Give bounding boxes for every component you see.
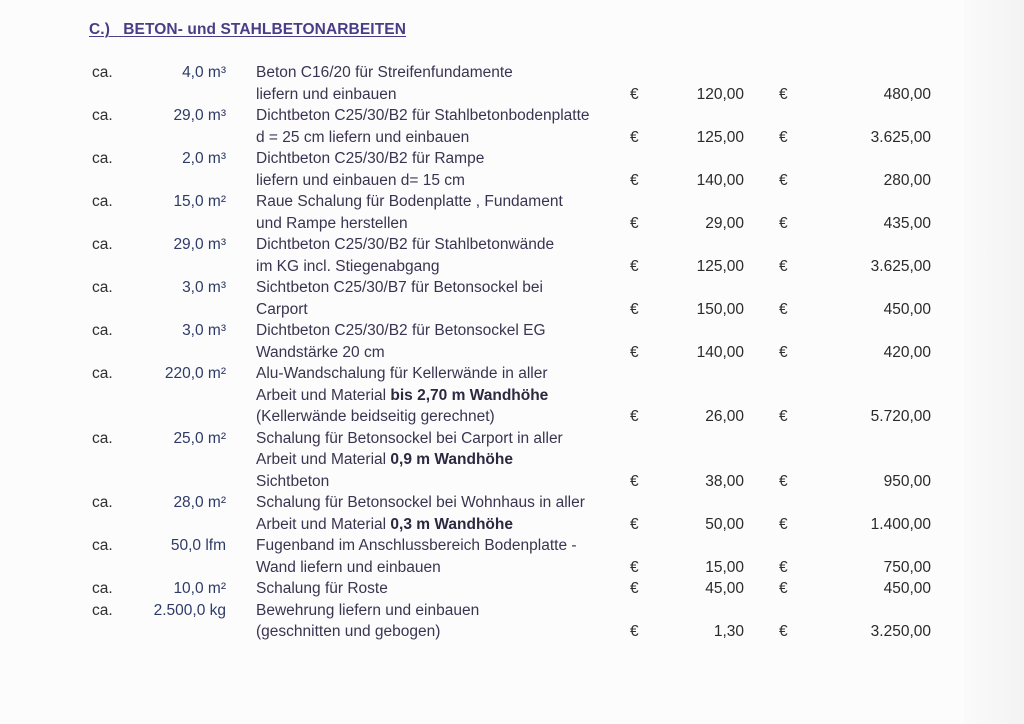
line-item [0,535,1024,578]
euro-symbol: € [779,257,788,275]
description-line: Alu-Wandschalung für Kellerwände in aller [256,365,548,382]
euro-symbol: € [630,171,639,189]
euro-symbol: € [630,580,639,597]
description-line: Fugenband im Anschlussbereich Bodenplatte - [256,537,577,554]
approx-label: ca. [92,64,113,81]
description-line: Raue Schalung für Bodenplatte , Fundament [256,193,563,210]
description-line: liefern und einbauen [256,85,397,103]
quantity: 220,0 m² [164,365,226,382]
line-item [0,578,1024,600]
euro-symbol: € [779,85,788,103]
description-line: (Kellerwände beidseitig gerechnet) [256,408,495,425]
unit-price: 140,00 [696,343,744,361]
approx-label: ca. [92,150,113,167]
euro-symbol: € [630,128,639,146]
euro-symbol: € [779,300,788,318]
euro-symbol: € [630,472,639,490]
euro-symbol: € [779,580,788,597]
total-price: 3.625,00 [870,257,931,275]
description-line: und Rampe herstellen [256,214,408,232]
description-line: d = 25 cm liefern und einbauen [256,128,470,146]
approx-label: ca. [92,494,113,511]
line-item [0,191,1024,234]
unit-price: 120,00 [696,85,744,103]
quantity: 2,0 m³ [182,150,226,167]
line-item [0,600,1024,643]
description-line: Beton C16/20 für Streifenfundamente [256,64,513,81]
euro-symbol: € [779,343,788,361]
bold-height-note: bis 2,70 m Wandhöhe [390,386,549,404]
unit-price: 50,00 [705,515,744,533]
euro-symbol: € [630,214,639,232]
unit-price: 26,00 [705,408,744,425]
description-line: Arbeit und Material 0,3 m Wandhöhe [256,515,513,533]
approx-label: ca. [92,429,113,447]
quantity: 25,0 m² [173,429,226,447]
section-prefix: C.) [89,21,110,38]
unit-price: 140,00 [696,171,744,189]
line-items [0,62,1024,643]
unit-price: 29,00 [705,214,744,232]
quantity: 10,0 m² [173,580,226,597]
euro-symbol: € [630,623,639,640]
line-item [0,148,1024,191]
description-line: Carport [256,300,308,318]
bold-height-note: 0,9 m Wandhöhe [390,451,513,468]
quantity: 15,0 m² [173,193,226,210]
line-item [0,320,1024,363]
quantity: 29,0 m³ [173,236,226,253]
description-line: Schalung für Roste [256,580,388,597]
section-heading [89,21,406,39]
euro-symbol: € [779,515,788,533]
description-line: Arbeit und Material 0,9 m Wandhöhe [256,451,513,468]
total-price: 3.625,00 [870,128,931,146]
euro-symbol: € [630,558,639,576]
line-item [0,234,1024,277]
total-price: 450,00 [883,300,931,318]
description-line: Sichtbeton C25/30/B7 für Betonsockel bei [256,279,543,296]
description-line: Arbeit und Material bis 2,70 m Wandhöhe [256,386,549,404]
quantity: 2.500,0 kg [153,601,226,619]
approx-label: ca. [92,193,113,210]
description-line: Dichtbeton C25/30/B2 für Rampe [256,150,485,167]
description-line: Dichtbeton C25/30/B2 für Betonsockel EG [256,322,546,339]
total-price: 5.720,00 [870,408,931,425]
quantity: 28,0 m² [173,494,226,511]
bold-height-note: 0,3 m Wandhöhe [390,515,513,533]
euro-symbol: € [779,472,788,490]
quantity: 29,0 m³ [173,107,226,124]
description-line: Dichtbeton C25/30/B2 für Stahlbetonbodenplatte [256,107,590,124]
euro-symbol: € [779,128,788,146]
description-line: im KG incl. Stiegenabgang [256,257,440,275]
quantity: 4,0 m³ [182,64,226,81]
approx-label: ca. [92,365,113,382]
description-line: Wand liefern und einbauen [256,558,441,576]
unit-price: 150,00 [696,300,744,318]
euro-symbol: € [630,85,639,103]
approx-label: ca. [92,279,113,296]
line-item [0,363,1024,428]
total-price: 750,00 [883,558,931,576]
total-price: 1.400,00 [870,515,931,533]
euro-symbol: € [630,300,639,318]
approx-label: ca. [92,107,113,124]
euro-symbol: € [630,257,639,275]
unit-price: 1,30 [713,623,744,640]
description-line: Dichtbeton C25/30/B2 für Stahlbetonwände [256,236,555,253]
line-item [0,62,1024,105]
euro-symbol: € [630,408,639,425]
approx-label: ca. [92,601,113,619]
euro-symbol: € [779,408,788,425]
approx-label: ca. [92,322,113,339]
line-item [0,105,1024,148]
quantity: 3,0 m³ [182,279,226,296]
total-price: 950,00 [883,472,931,490]
approx-label: ca. [92,537,113,554]
description-line: (geschnitten und gebogen) [256,623,441,640]
description-line: Schalung für Betonsockel bei Wohnhaus in aller [256,494,585,511]
description-line: Wandstärke 20 cm [256,343,385,361]
approx-label: ca. [92,580,113,597]
total-price: 420,00 [883,343,931,361]
approx-label: ca. [92,236,113,253]
euro-symbol: € [630,515,639,533]
unit-price: 125,00 [696,257,744,275]
line-item [0,277,1024,320]
line-item [0,428,1024,493]
unit-price: 38,00 [705,472,744,490]
unit-price: 15,00 [705,558,744,576]
total-price: 450,00 [883,580,931,597]
unit-price: 45,00 [705,580,744,597]
euro-symbol: € [779,623,788,640]
quantity: 3,0 m³ [182,322,226,339]
total-price: 435,00 [883,214,931,232]
description-line: Sichtbeton [256,472,330,490]
total-price: 480,00 [883,85,931,103]
description-line: liefern und einbauen d= 15 cm [256,171,465,189]
description-line: Schalung für Betonsockel bei Carport in aller [256,429,563,447]
euro-symbol: € [779,171,788,189]
unit-price: 125,00 [696,128,744,146]
quantity: 50,0 lfm [170,537,226,554]
total-price: 280,00 [883,171,931,189]
description-line: Bewehrung liefern und einbauen [256,601,480,619]
euro-symbol: € [779,558,788,576]
section-title: BETON- und STAHLBETONARBEITEN [123,21,406,38]
euro-symbol: € [779,214,788,232]
line-item [0,492,1024,535]
total-price: 3.250,00 [870,623,931,640]
euro-symbol: € [630,343,639,361]
